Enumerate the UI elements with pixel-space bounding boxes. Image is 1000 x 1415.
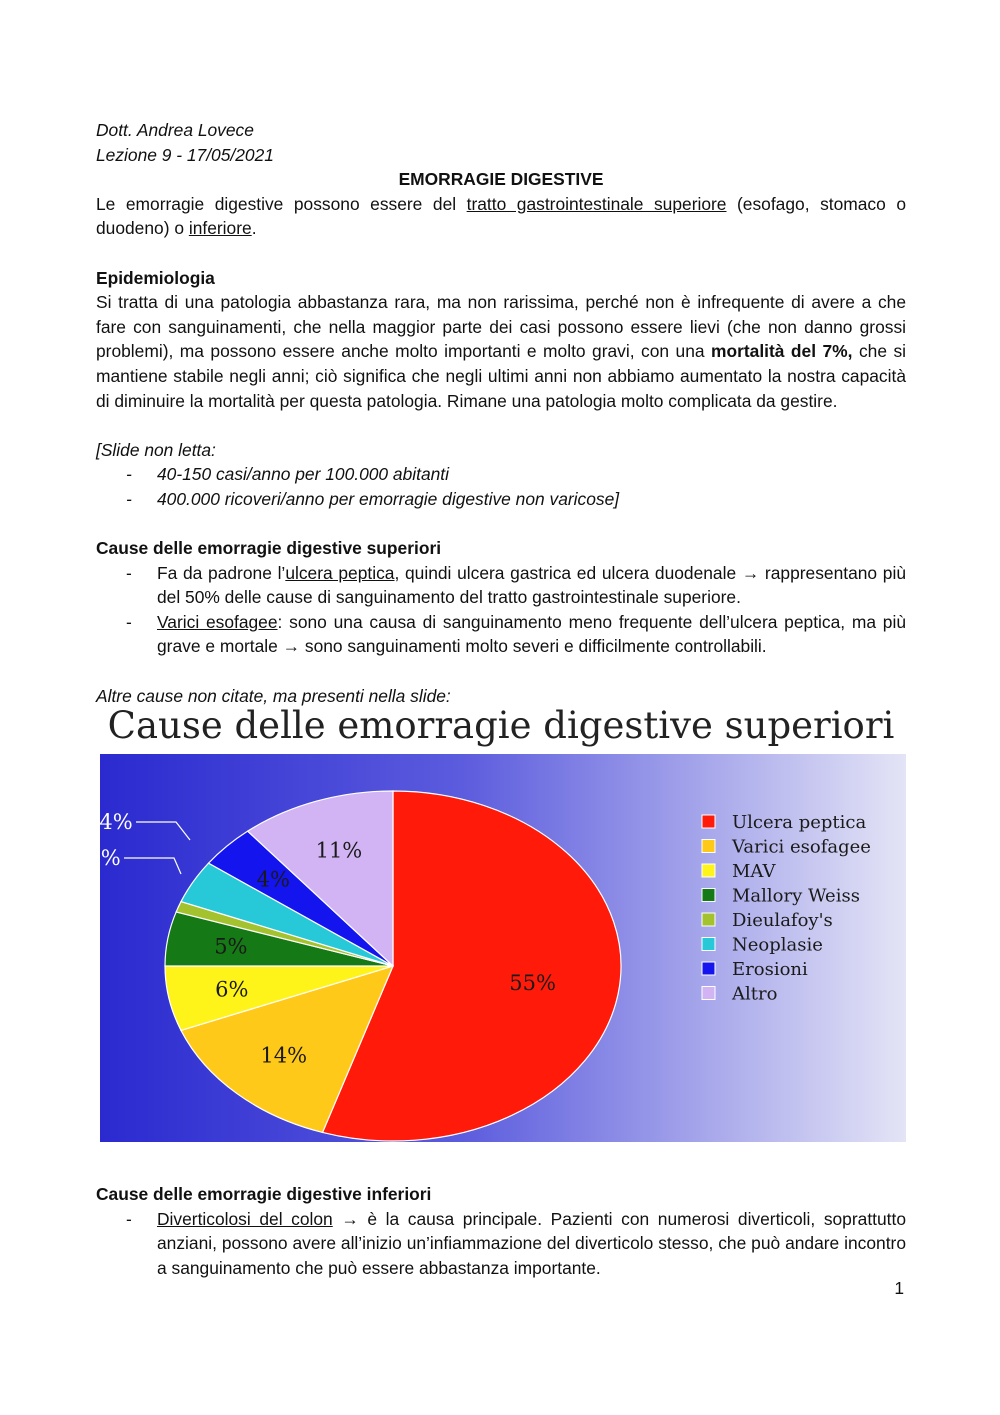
list-item (96, 610, 906, 659)
other-causes-note: Altre cause non citate, ma presenti nella slide: (96, 685, 451, 706)
pie-chart (87, 704, 906, 1144)
list-item (96, 561, 906, 610)
slice-label: 11% (315, 838, 363, 863)
slice-label: 14% (260, 1043, 308, 1068)
page-number: 1 (894, 1278, 904, 1298)
list-text: Fa da padrone l’ (157, 562, 286, 583)
legend-label: Erosioni (732, 959, 808, 981)
list-text: : sono una causa di sanguinamento meno frequente dell’ulcera peptica, ma più grave e mortale → sono sanguinamenti molto severi e difficilmente controllabili. (157, 611, 906, 657)
slice-label: 55% (509, 971, 556, 996)
list-item: - 400.000 ricoveri/anno per emorragie digestive non varicose] (96, 487, 906, 512)
legend-swatch (702, 840, 715, 853)
list-item (96, 1207, 906, 1281)
upper-tract-term: tratto gastrointestinale superiore (466, 193, 727, 214)
legend-swatch (702, 987, 715, 1000)
pie-chart-slide (87, 704, 906, 1144)
legend-label: Altro (732, 983, 778, 1005)
epidemiology-paragraph (96, 290, 906, 413)
legend-swatch (702, 815, 715, 828)
mortality-highlight: mortalità del 7%, (711, 341, 853, 362)
varices-term: Varici esofagee (157, 611, 278, 632)
list-text: → è la causa principale. Pazienti con numerosi diverticoli, soprattutto anziani, possono avere all’inizio un’infiammazione del diverticolo stesso, che può andare incontro a sanguinamento che può essere abbastanza importante. (157, 1208, 906, 1279)
upper-causes-list (96, 561, 906, 659)
list-text: quindi ulcera gastrica ed ulcera duodenale → rappresentano più del 50% delle cause di sanguinamento del tratto gastrointestinale superiore. (157, 562, 906, 608)
list-item: - 40-150 casi/anno per 100.000 abitanti (96, 462, 906, 487)
lower-causes-list (96, 1207, 906, 1281)
intro-text: Le emorragie digestive possono essere del (96, 193, 467, 214)
slice-label: 4% (256, 867, 290, 892)
slice-label: 4% (99, 810, 133, 835)
lower-causes-heading: Cause delle emorragie digestive inferiori (96, 1184, 432, 1205)
epidemiology-heading: Epidemiologia (96, 267, 215, 288)
epidemiology-text: Si tratta di una patologia abbastanza rara, ma non rarissima, perché non è infrequente di avere a che fare con sanguinamenti, che nella maggior parte dei casi possono essere lievi (che non danno grossi problemi), ma possono essere anche molto importanti e molto gravi, con una (96, 292, 906, 362)
legend-swatch (702, 889, 715, 902)
slice-label: 5% (214, 934, 248, 959)
upper-causes-heading: Cause delle emorragie digestive superiori (96, 538, 442, 559)
epidemiology-text: che si mantiene stabile negli anni; ciò significa che negli ultimi anni non abbiamo aumentato la nostra capacità di diminuire la mortalità per questa patologia. Rimane una patologia molto complicata da gestire. (96, 341, 907, 411)
legend-swatch (702, 962, 715, 975)
legend-label: Mallory Weiss (732, 885, 860, 907)
slide-note-intro: [Slide non letta: (96, 439, 216, 460)
document-title: EMORRAGIE DIGESTIVE (398, 169, 604, 190)
intro-text: (esofago, stomaco o duodeno) o (96, 193, 906, 239)
chart-title: Cause delle emorragie digestive superiori (107, 704, 895, 748)
diverticulosis-term: Diverticolosi del colon (157, 1208, 333, 1229)
author-line: Dott. Andrea Lovece (96, 120, 254, 140)
slice-label: 1% (87, 846, 121, 871)
peptic-ulcer-term: ulcera peptica, (285, 562, 400, 583)
legend-swatch (702, 938, 715, 951)
legend-swatch (702, 913, 715, 926)
legend-label: Varici esofagee (732, 836, 871, 858)
legend-label: Dieulafoy's (732, 910, 833, 932)
lecture-line: Lezione 9 - 17/05/2021 (96, 144, 274, 165)
legend-label: MAV (732, 861, 776, 883)
document-body (87, 118, 907, 1281)
slide-note-list (96, 462, 906, 511)
lower-tract-term: inferiore (188, 218, 252, 239)
intro-text: . (251, 218, 257, 239)
intro-paragraph (96, 192, 906, 241)
legend-swatch (702, 864, 715, 877)
slice-label: 6% (215, 977, 249, 1002)
legend-label: Neoplasie (732, 934, 823, 956)
legend-label: Ulcera peptica (732, 812, 867, 834)
